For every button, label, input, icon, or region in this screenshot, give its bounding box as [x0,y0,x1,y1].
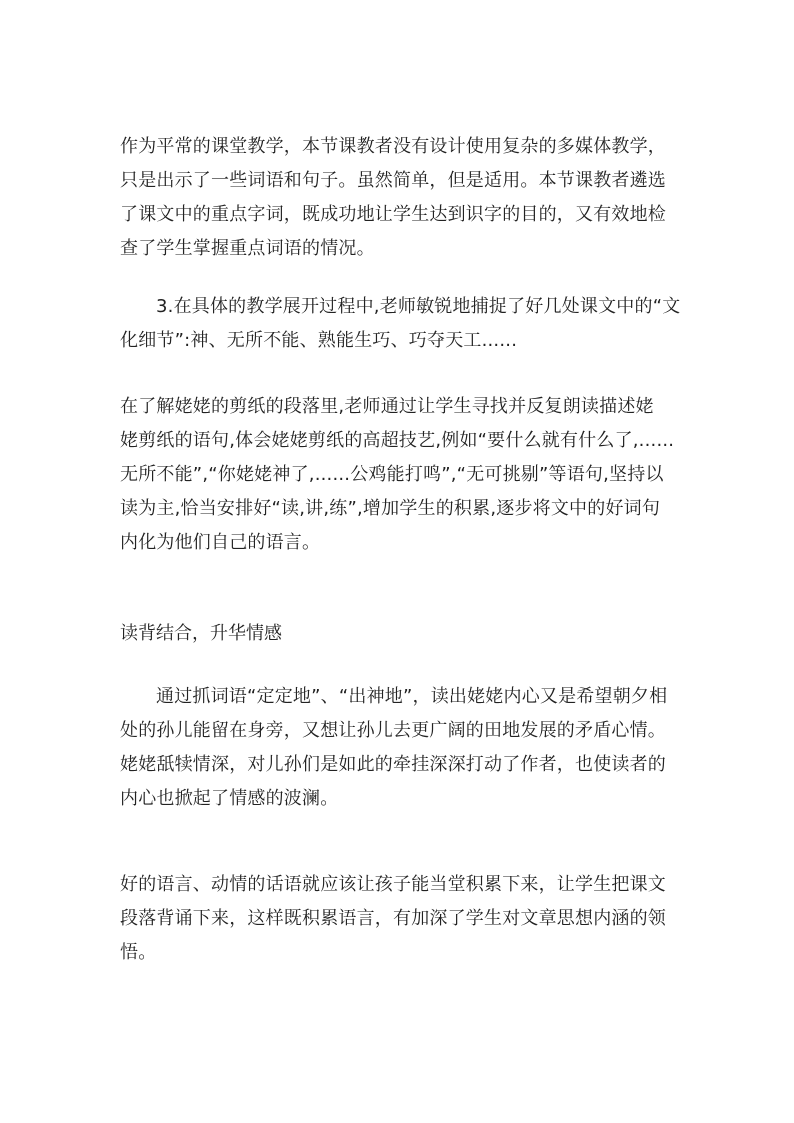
paragraph-recitation [120,868,680,970]
text-line: 好的语言、动情的话语就应该让孩子能当堂积累下来，让学生把课文 [120,874,666,895]
section-heading: 读背结合，升华情感 [120,623,282,644]
paragraph-reading-emotion [120,680,680,816]
paragraph-multimedia [120,130,680,266]
text-line: 无所不能”,“你姥姥神了,......公鸡能打鸣”,“无可挑剔”等语句,坚持以 [120,464,664,485]
text-line: 在了解姥姥的剪纸的段落里,老师通过让学生寻找并反复朗读描述姥 [120,396,654,417]
text-line: 处的孙儿能留在身旁，又想让孙儿去更广阔的田地发展的矛盾心情。 [120,720,666,741]
text-line: 只是出示了一些词语和句子。虽然简单，但是适用。本节课教者遴选 [120,170,666,191]
text-line: 通过抓词语“定定地”、“出神地”，读出姥姥内心又是希望朝夕相 [156,686,668,707]
text-line: 作为平常的课堂教学，本节课教者没有设计使用复杂的多媒体教学， [120,136,666,157]
paragraph-cultural-details [120,290,680,358]
text-line: 姥姥舐犊情深，对儿孙们是如此的牵挂深深打动了作者，也使读者的 [120,754,666,775]
text-line: 内化为他们自己的语言。 [120,532,321,553]
text-line: 段落背诵下来，这样既积累语言，有加深了学生对文章思想内涵的领 [120,908,666,929]
paragraph-papercut [120,390,680,560]
text-line: 内心也掀起了情感的波澜。 [120,788,339,809]
text-line: 3.在具体的教学展开过程中,老师敏锐地捕捉了好几处课文中的“文 [156,296,681,317]
text-line: 化细节”:神、无所不能、熟能生巧、巧夺天工...... [120,330,518,351]
text-line: 悟。 [120,942,157,963]
text-line: 姥剪纸的语句,体会姥姥剪纸的高超技艺,例如“要什么就有什么了,...... [120,430,675,451]
text-line: 读为主,恰当安排好“读,讲,练”,增加学生的积累,逐步将文中的好词句 [120,498,661,519]
text-line: 查了学生掌握重点词语的情况。 [120,238,375,259]
text-line: 了课文中的重点字词，既成功地让学生达到识字的目的，又有效地检 [120,204,666,225]
